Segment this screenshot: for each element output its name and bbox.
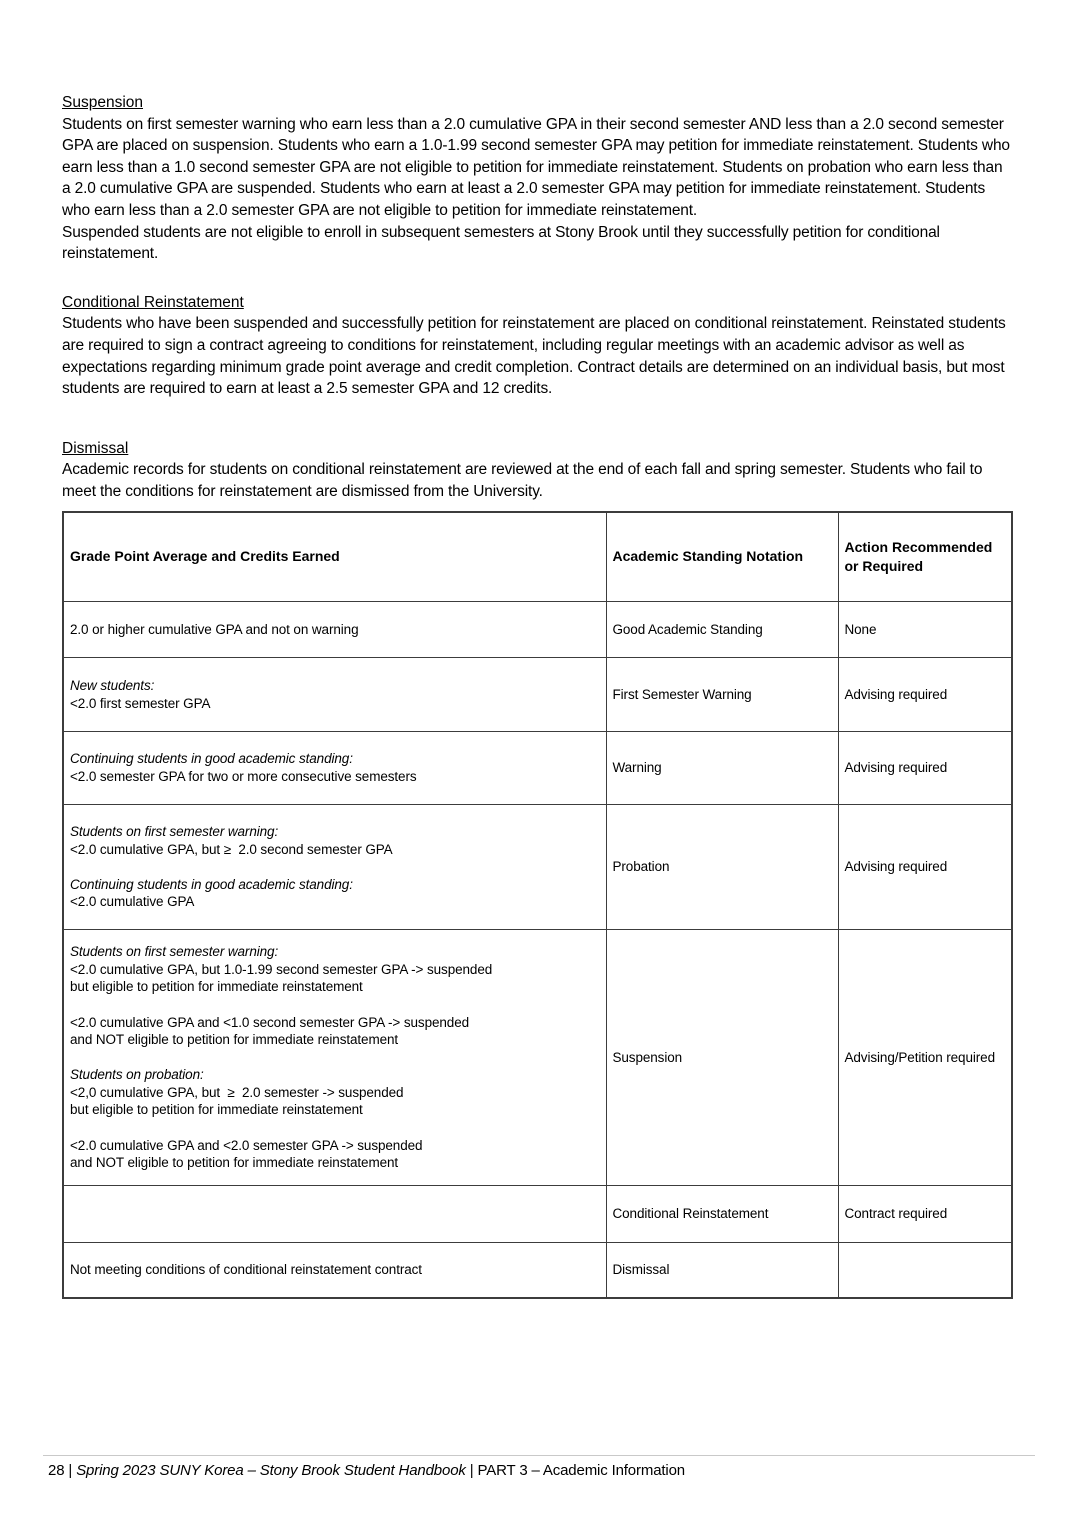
action-cell: None: [838, 602, 1012, 658]
academic-standing-table: [62, 511, 1013, 1299]
paragraph: Academic records for students on conditional reinstatement are reviewed at the end of each fall and spring semester. Students who fail to meet the conditions for reinstatement are dismissed from the University.: [62, 461, 983, 500]
action-cell: Advising required: [838, 805, 1012, 930]
gpa-credits-cell: [63, 930, 606, 1186]
section-heading: Dismissal: [62, 439, 129, 457]
table-body: [63, 602, 1012, 1298]
cell-line: <2.0 first semester GPA: [70, 695, 211, 711]
table-row: [63, 732, 1012, 805]
footer-separator: |: [469, 1462, 474, 1479]
gpa-credits-cell: [63, 602, 606, 658]
table-row: [63, 602, 1012, 658]
paragraph: Students who have been suspended and successfully petition for reinstatement are placed on conditional reinstatement. Reinstated students are required to sign a contract agreeing to conditions for reinstatement, including regular meetings with an academic advisor as well as expectations regarding minimum grade point average and credit completion. Contract details are determined on an individual basis, but most students are required to earn at least a 2.5 semester GPA and 12 credits.: [62, 315, 1006, 398]
cell-line: but eligible to petition for immediate reinstatement: [70, 979, 363, 995]
gpa-credits-cell: [63, 805, 606, 930]
section-heading: Conditional Reinstatement: [62, 293, 244, 311]
page-content: [62, 92, 1011, 1299]
page-footer: [43, 1455, 1035, 1479]
cell-line: Continuing students in good academic standing:: [70, 751, 353, 767]
standing-notation-cell: Conditional Reinstatement: [606, 1186, 838, 1243]
standing-notation-cell: Suspension: [606, 930, 838, 1186]
cell-line: <2.0 semester GPA for two or more consecutive semesters: [70, 769, 417, 784]
cell-line: and NOT eligible to petition for immediate reinstatement: [70, 1155, 399, 1171]
gpa-credits-cell: [63, 1186, 606, 1243]
cell-line: [70, 1049, 600, 1067]
table-header-row: [63, 512, 1012, 602]
paragraph: Suspended students are not eligible to enroll in subsequent semesters at Stony Brook until they successfully petition for conditional reinstatement.: [62, 223, 940, 263]
cell-line: <2.0 cumulative GPA and <1.0 second semester GPA -> suspended: [70, 1014, 470, 1030]
section-suspension: [62, 92, 1011, 265]
action-cell: [838, 1243, 1012, 1298]
standing-notation-cell: First Semester Warning: [606, 658, 838, 732]
footer-text: [43, 1462, 1035, 1479]
gpa-credits-cell: [63, 658, 606, 732]
cell-line: [70, 996, 600, 1014]
gpa-credits-cell: [63, 1243, 606, 1298]
action-cell: Advising/Petition required: [838, 930, 1012, 1186]
cell-line: <2.0 cumulative GPA: [70, 894, 195, 910]
action-cell: Contract required: [838, 1186, 1012, 1243]
section-conditional-reinstatement: [62, 292, 1011, 400]
table-row: [63, 805, 1012, 930]
section-heading: Suspension: [62, 94, 144, 111]
paragraph: Students on first semester warning who earn less than a 2.0 cumulative GPA in their second semester AND less than a 2.0 second semester GPA are placed on suspension. Students who earn a 1.0-1.99 second semester GPA may petition for immediate reinstatement. Students who earn less than a 1.0 second semester GPA are not eligible to petition for immediate reinstatement. Students on probation who earn less than a 2.0 cumulative GPA are suspended. Students who earn at least a 2.0 semester GPA may petition for immediate reinstatement. Students who earn less than a 2.0 semester GPA are not eligible to petition for immediate reinstatement.: [62, 115, 1010, 219]
standing-notation-cell: Good Academic Standing: [606, 602, 838, 658]
table-row: [63, 930, 1012, 1186]
cell-line: Students on first semester warning:: [70, 824, 279, 840]
header-action-recommended: Action Recommended or Required: [838, 512, 1012, 602]
cell-line: Continuing students in good academic standing:: [70, 876, 353, 892]
standing-notation-cell: Warning: [606, 732, 838, 805]
cell-line: Not meeting conditions of conditional reinstatement contract: [70, 1261, 422, 1277]
cell-line: Students on first semester warning:: [70, 944, 279, 960]
standing-notation-cell: Probation: [606, 805, 838, 930]
footer-page-number: 28: [48, 1462, 65, 1479]
footer-handbook-title: Spring 2023 SUNY Korea – Stony Brook Student Handbook: [76, 1462, 466, 1479]
cell-line: <2.0 cumulative GPA, but ≥ 2.0 second semester GPA: [70, 841, 393, 857]
standing-notation-cell: Dismissal: [606, 1243, 838, 1298]
cell-line: <2.0 cumulative GPA, but 1.0-1.99 second semester GPA -> suspended: [70, 961, 493, 977]
cell-line: 2.0 or higher cumulative GPA and not on warning: [70, 621, 359, 637]
footer-separator: |: [68, 1462, 73, 1479]
footer-section-title: PART 3 – Academic Information: [477, 1462, 685, 1479]
action-cell: Advising required: [838, 658, 1012, 732]
cell-line: <2,0 cumulative GPA, but ≥ 2.0 semester -> suspended: [70, 1084, 404, 1100]
gpa-credits-cell: [63, 732, 606, 805]
header-gpa-credits: Grade Point Average and Credits Earned: [63, 512, 606, 602]
table-row: [63, 658, 1012, 732]
table-row: [63, 1243, 1012, 1298]
cell-line: but eligible to petition for immediate reinstatement: [70, 1102, 363, 1118]
cell-line: [70, 858, 600, 876]
cell-line: <2.0 cumulative GPA and <2.0 semester GPA -> suspended: [70, 1137, 423, 1153]
cell-line: New students:: [70, 677, 155, 693]
table-row: [63, 1186, 1012, 1243]
cell-line: Students on probation:: [70, 1067, 204, 1083]
footer-divider: [43, 1455, 1035, 1456]
cell-line: [70, 1119, 600, 1137]
header-academic-standing-notation: Academic Standing Notation: [606, 512, 838, 602]
section-dismissal: [62, 438, 1011, 503]
action-cell: Advising required: [838, 732, 1012, 805]
cell-line: and NOT eligible to petition for immediate reinstatement: [70, 1032, 399, 1048]
